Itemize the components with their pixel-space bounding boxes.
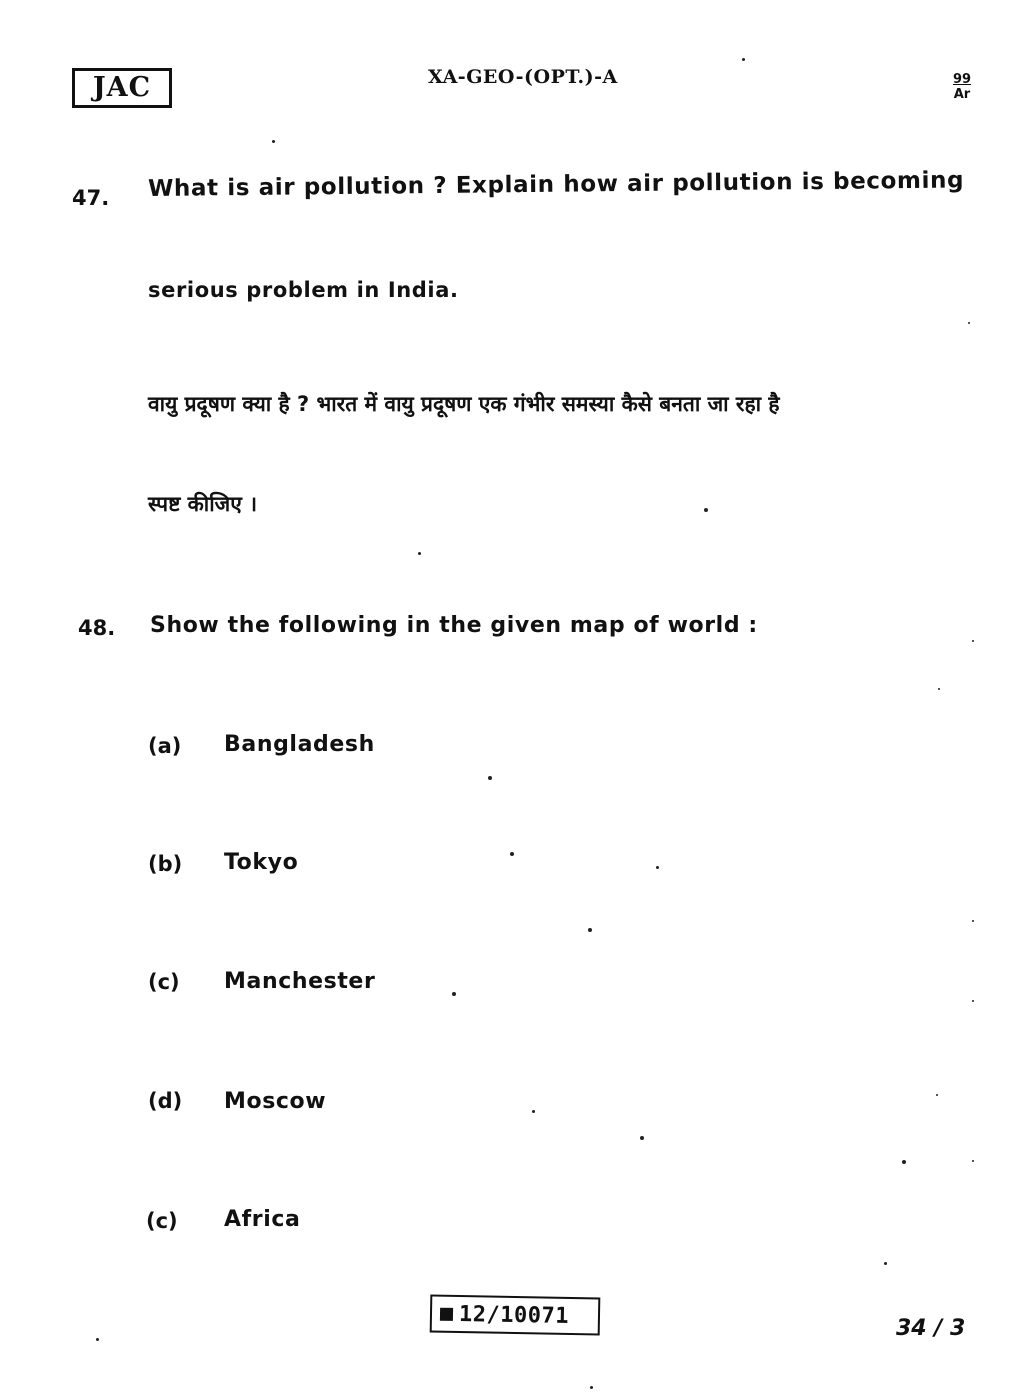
option-b-text: Tokyo: [224, 850, 299, 875]
scan-speck: [488, 776, 492, 780]
scan-speck: [972, 1160, 974, 1162]
scan-speck: [972, 920, 974, 922]
option-b-letter: (b): [148, 852, 183, 876]
scan-speck: [972, 640, 974, 642]
option-a-letter: (a): [148, 734, 182, 758]
option-c-text: Manchester: [224, 969, 376, 994]
booklet-code-box: [430, 1295, 601, 1336]
scan-speck: [510, 852, 514, 856]
scan-speck: [902, 1160, 906, 1164]
scan-speck: [640, 1136, 644, 1140]
option-c-letter: (c): [148, 970, 180, 994]
scan-speck: [588, 928, 592, 932]
question-47-hindi-line2: स्पष्ट कीजिए ।: [148, 492, 258, 516]
booklet-code: 12/10071: [458, 1301, 570, 1329]
scan-speck: [936, 1094, 938, 1096]
question-47-english-line2: serious problem in India.: [148, 278, 459, 302]
filled-square-icon: [440, 1307, 453, 1320]
scan-speck: [656, 866, 659, 869]
corner-mark-top: 99: [952, 72, 972, 87]
option-e-letter: (c): [146, 1209, 178, 1233]
scan-speck: [938, 688, 940, 690]
scan-speck: [418, 552, 421, 555]
question-47-hindi-line1: वायु प्रदूषण क्या है ? भारत में वायु प्रदूषण एक गंभीर समस्या कैसे बनता जा रहा है: [148, 392, 780, 416]
option-d-letter: (d): [148, 1089, 183, 1113]
scan-speck: [532, 1110, 535, 1113]
corner-mark-bottom: Ar: [953, 87, 971, 102]
option-e-text: Africa: [224, 1207, 301, 1232]
scan-speck: [968, 322, 970, 324]
question-47-english-line1: What is air pollution ? Explain how air pollution is becoming: [147, 167, 965, 202]
scan-speck: [972, 1000, 974, 1002]
page-number: 34 / 3: [896, 1316, 966, 1341]
paper-code: XA-GEO-(OPT.)-A: [428, 66, 618, 88]
question-48-english-line1: Show the following in the given map of world :: [150, 613, 758, 638]
scan-speck: [272, 140, 275, 143]
corner-mark: [946, 72, 978, 102]
question-47-number: 47.: [72, 186, 110, 210]
scan-speck: [96, 1338, 99, 1341]
question-48-number: 48.: [78, 616, 116, 640]
scan-speck: [590, 1386, 593, 1389]
scan-speck: [742, 58, 745, 61]
scan-speck: [884, 1262, 887, 1265]
option-a-text: Bangladesh: [224, 732, 375, 757]
scan-speck: [704, 508, 708, 512]
option-d-text: Moscow: [224, 1089, 327, 1114]
scan-speck: [452, 992, 456, 996]
jac-logo: JAC: [72, 68, 172, 108]
